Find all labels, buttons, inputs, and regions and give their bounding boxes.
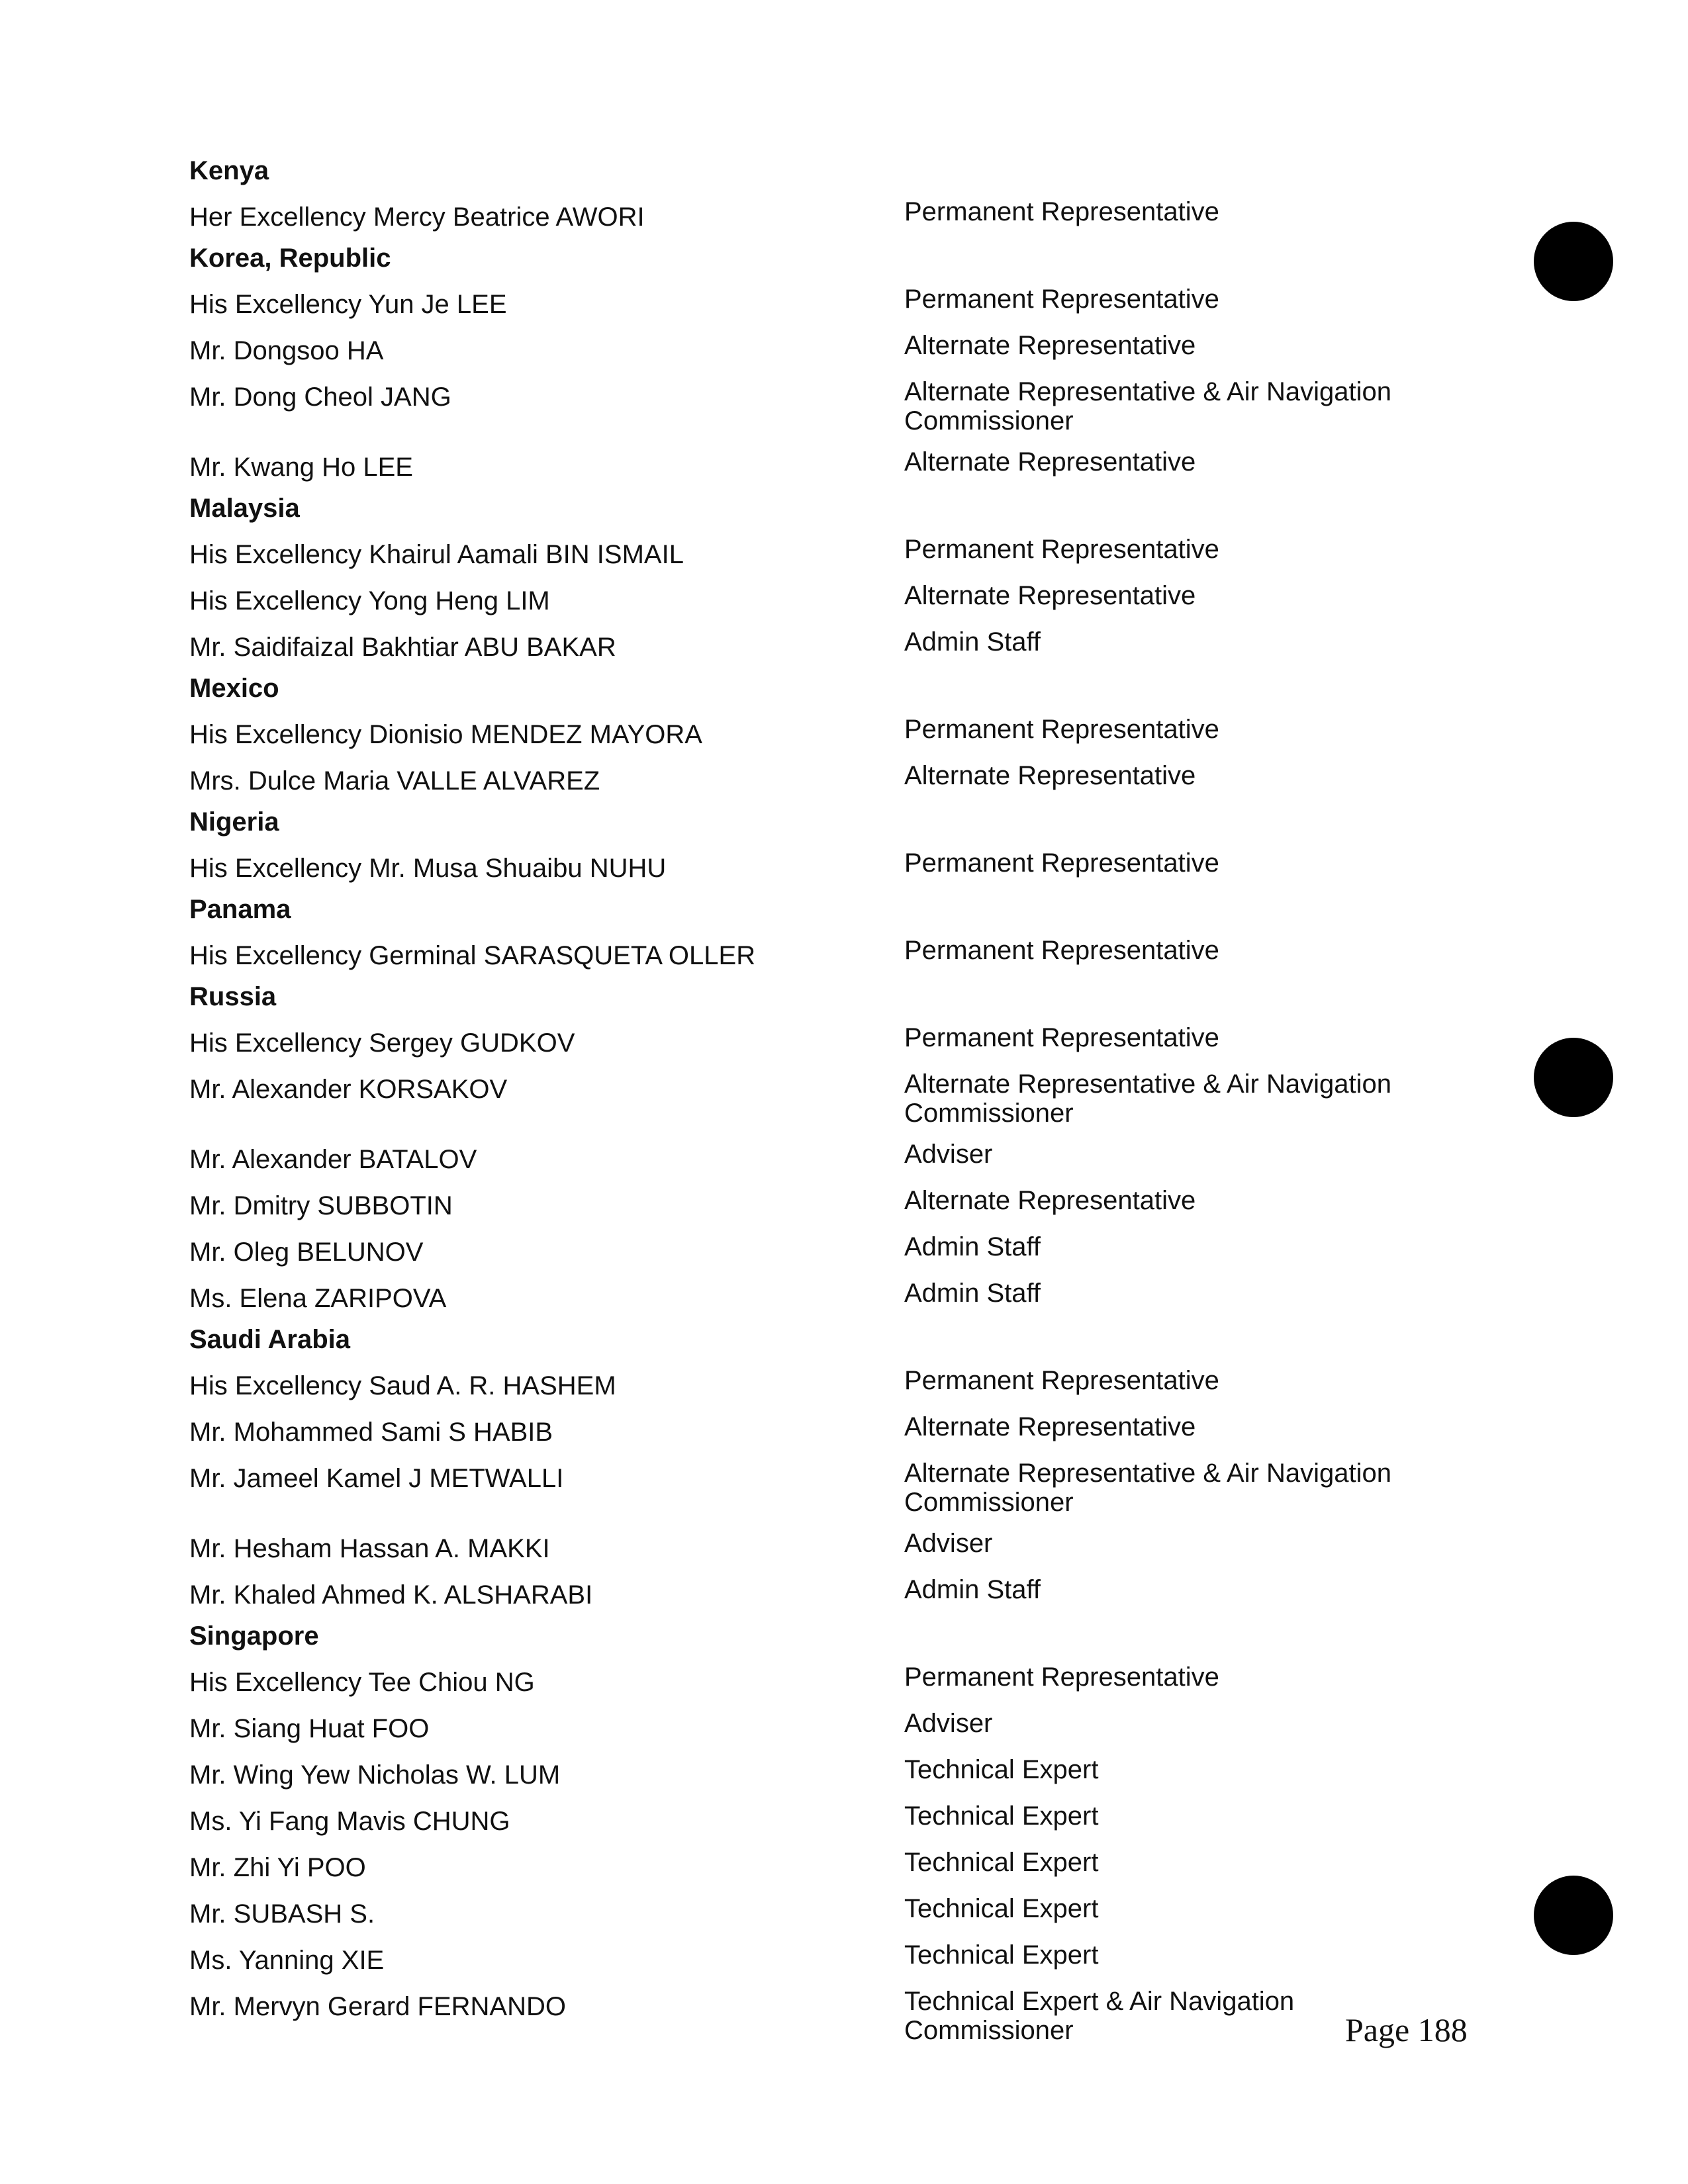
member-row [189, 1987, 1434, 2045]
member-name: His Excellency Dionisio MENDEZ MAYORA [189, 720, 702, 749]
member-name: Mrs. Dulce Maria VALLE ALVAREZ [189, 766, 600, 796]
member-name: Mr. Mohammed Sami S HABIB [189, 1418, 553, 1447]
member-name: His Excellency Yong Heng LIM [189, 586, 550, 615]
member-name: Mr. Jameel Kamel J METWALLI [189, 1464, 564, 1493]
member-role: Technical Expert [904, 1894, 1099, 1923]
member-name: Mr. Mervyn Gerard FERNANDO [189, 1992, 566, 2021]
member-name: Mr. Hesham Hassan A. MAKKI [189, 1534, 550, 1563]
member-row [189, 627, 1434, 662]
member-row [189, 1575, 1434, 1610]
member-name: Mr. Siang Huat FOO [189, 1714, 430, 1743]
member-name: Mr. Zhi Yi POO [189, 1853, 366, 1882]
member-name: Mr. Dongsoo HA [189, 336, 384, 365]
country-block [189, 895, 1434, 970]
member-role: Adviser [904, 1140, 993, 1169]
member-row [189, 936, 1434, 970]
member-role: Adviser [904, 1709, 993, 1738]
member-role: Alternate Representative [904, 331, 1196, 360]
country-heading: Malaysia [189, 494, 300, 523]
member-name: Mr. Khaled Ahmed K. ALSHARABI [189, 1580, 593, 1610]
member-role: Permanent Representative [904, 715, 1219, 744]
member-name: His Excellency Germinal SARASQUETA OLLER [189, 941, 756, 970]
member-name: His Excellency Khairul Aamali BIN ISMAIL [189, 540, 684, 569]
member-row [189, 1709, 1434, 1743]
member-row [189, 1529, 1434, 1563]
member-role: Technical Expert [904, 1801, 1099, 1831]
member-name: Mr. Dong Cheol JANG [189, 383, 451, 412]
member-name: His Excellency Sergey GUDKOV [189, 1028, 575, 1058]
member-row [189, 1801, 1434, 1836]
member-name: Mr. Saidifaizal Bakhtiar ABU BAKAR [189, 633, 616, 662]
country-heading: Russia [189, 982, 277, 1011]
country-heading: Panama [189, 895, 291, 924]
member-row [189, 581, 1434, 615]
member-row [189, 285, 1434, 319]
member-role: Permanent Representative [904, 535, 1219, 564]
country-heading: Kenya [189, 156, 269, 185]
punch-hole [1534, 1876, 1613, 1955]
country-block [189, 156, 1434, 232]
member-name: Mr. Dmitry SUBBOTIN [189, 1191, 453, 1220]
country-block [189, 1325, 1434, 1610]
member-row [189, 1366, 1434, 1400]
country-heading: Saudi Arabia [189, 1325, 351, 1354]
country-block [189, 244, 1434, 482]
member-role: Permanent Representative [904, 197, 1219, 226]
member-role: Technical Expert [904, 1848, 1099, 1877]
member-role: Admin Staff [904, 1279, 1041, 1308]
country-heading: Singapore [189, 1621, 319, 1651]
member-row [189, 1894, 1434, 1929]
member-row [189, 1140, 1434, 1174]
member-name: Her Excellency Mercy Beatrice AWORI [189, 203, 645, 232]
member-role: Permanent Representative [904, 936, 1219, 965]
country-block [189, 807, 1434, 883]
member-row [189, 1755, 1434, 1790]
member-role: Technical Expert [904, 1940, 1099, 1970]
member-row [189, 447, 1434, 482]
member-name: Mr. Oleg BELUNOV [189, 1238, 424, 1267]
member-name: His Excellency Mr. Musa Shuaibu NUHU [189, 854, 667, 883]
member-row [189, 1662, 1434, 1697]
member-role: Permanent Representative [904, 285, 1219, 314]
member-row [189, 1186, 1434, 1220]
member-row [189, 848, 1434, 883]
member-role: Alternate Representative & Air Navigation Commissioner [904, 1069, 1391, 1128]
member-row [189, 1459, 1434, 1517]
punch-hole [1534, 222, 1613, 301]
member-name: His Excellency Yun Je LEE [189, 290, 507, 319]
country-block [189, 1621, 1434, 2045]
member-role: Permanent Representative [904, 1023, 1219, 1052]
member-role: Alternate Representative [904, 581, 1196, 610]
member-role: Permanent Representative [904, 1366, 1219, 1395]
member-role: Adviser [904, 1529, 993, 1558]
member-row [189, 1279, 1434, 1313]
member-row [189, 715, 1434, 749]
member-row [189, 197, 1434, 232]
member-role: Alternate Representative [904, 1186, 1196, 1215]
member-row [189, 1069, 1434, 1128]
member-role: Technical Expert [904, 1755, 1099, 1784]
member-role: Admin Staff [904, 1575, 1041, 1604]
country-heading: Korea, Republic [189, 244, 391, 273]
country-heading: Mexico [189, 674, 279, 703]
member-name: Ms. Elena ZARIPOVA [189, 1284, 447, 1313]
member-row [189, 1848, 1434, 1882]
member-row [189, 331, 1434, 365]
member-role: Alternate Representative [904, 761, 1196, 790]
member-name: His Excellency Tee Chiou NG [189, 1668, 535, 1697]
member-role: Alternate Representative [904, 447, 1196, 477]
member-name: Ms. Yi Fang Mavis CHUNG [189, 1807, 510, 1836]
member-row [189, 1023, 1434, 1058]
member-name: His Excellency Saud A. R. HASHEM [189, 1371, 616, 1400]
member-role: Permanent Representative [904, 848, 1219, 878]
member-role: Permanent Representative [904, 1662, 1219, 1692]
member-name: Mr. SUBASH S. [189, 1899, 375, 1929]
member-row [189, 1232, 1434, 1267]
member-role: Alternate Representative & Air Navigation Commissioner [904, 1459, 1391, 1517]
member-role: Alternate Representative [904, 1412, 1196, 1441]
member-row [189, 1412, 1434, 1447]
member-role: Technical Expert & Air Navigation Commissioner [904, 1987, 1295, 2045]
member-name: Mr. Alexander BATALOV [189, 1145, 477, 1174]
member-row [189, 761, 1434, 796]
member-row [189, 1940, 1434, 1975]
country-heading: Nigeria [189, 807, 279, 837]
member-role: Admin Staff [904, 627, 1041, 657]
member-name: Ms. Yanning XIE [189, 1946, 385, 1975]
member-name: Mr. Kwang Ho LEE [189, 453, 413, 482]
member-row [189, 535, 1434, 569]
member-role: Admin Staff [904, 1232, 1041, 1261]
member-row [189, 377, 1434, 435]
country-block [189, 674, 1434, 796]
country-block [189, 982, 1434, 1313]
member-role: Alternate Representative & Air Navigation Commissioner [904, 377, 1391, 435]
country-block [189, 494, 1434, 662]
member-name: Mr. Wing Yew Nicholas W. LUM [189, 1760, 561, 1790]
delegation-list [189, 147, 1434, 2057]
page-number: Page 188 [1345, 2011, 1468, 2048]
member-name: Mr. Alexander KORSAKOV [189, 1075, 508, 1104]
punch-hole [1534, 1038, 1613, 1117]
